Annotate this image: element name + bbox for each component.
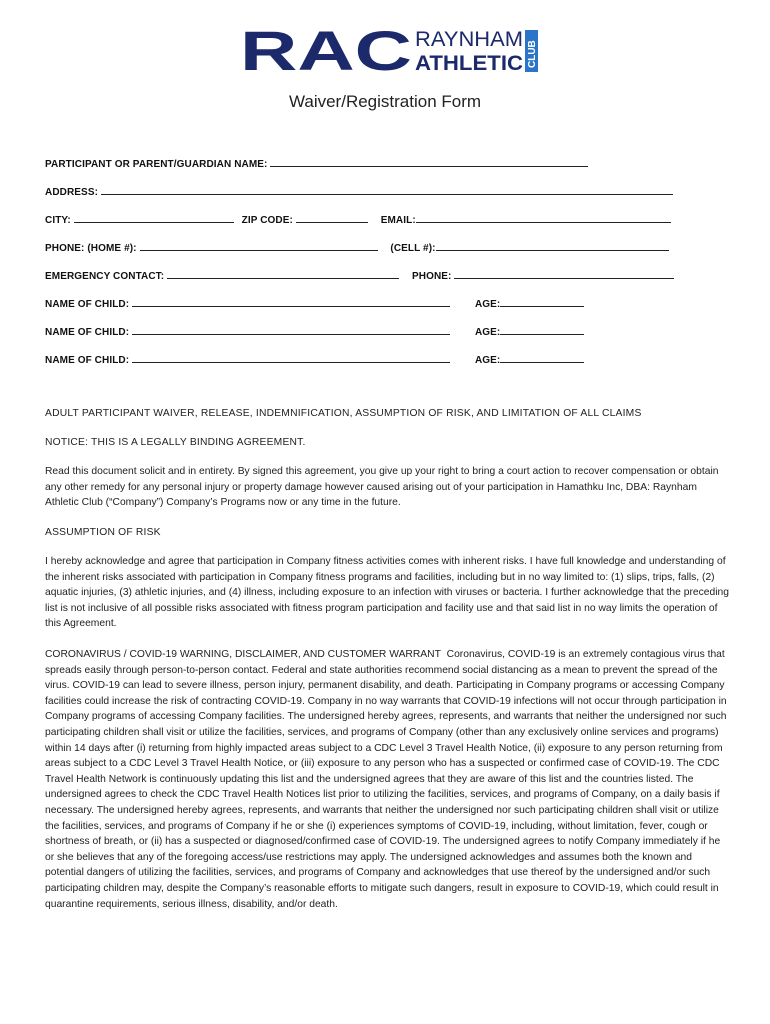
child-row-3: [45, 353, 584, 366]
emergency-phone-label: PHONE:: [412, 271, 452, 282]
logo-letters: RAC: [240, 26, 412, 76]
cell-field[interactable]: [436, 241, 669, 251]
email-field[interactable]: [416, 213, 671, 223]
city-zip-email-row: [45, 213, 671, 226]
child-name-label: NAME OF CHILD:: [45, 299, 130, 310]
child-name-field-2[interactable]: [132, 325, 450, 335]
child-age-field-2[interactable]: [500, 325, 584, 335]
phone-home-label: PHONE: (HOME #):: [45, 243, 137, 254]
city-label: CITY:: [45, 215, 71, 226]
covid-text: Coronavirus, COVID-19 is an extremely contagious virus that spreads easily through person-to-person contact. Federal and state authorities recommend social distancing as a mean to prevent the spread of the virus. COVID-19 can lead to severe illness, person injury, permanent disability, and death. Participating in Company programs or accessing Company facilities could increase the risk of contracting COVID-19. Company in no way warrants that COVID-19 infections will not occur through participation in Company programs of accessing Company facilities. The undersigned hereby agrees, represents, and warrants that neither the undersigned nor such participating children shall visit or utilize the facilities, services, and programs of Company (other than any exclusively online services and programs) within 14 days after (i) returning from highly impacted areas subject to a CDC Level 3 Travel Health Notice, (ii) exposure to any person returning from areas subject to a CDC Level 3 Travel Health Notice, or (iii) exposure to any person who has a suspected or confirmed case of COVID-19. The CDC Travel Health Network is continuously updating this list and the undersigned agrees that they are aware of this list and the countries listed. The undersigned agrees to check the CDC Travel Health Notices list prior to utilizing the facilities, services, and programs of Company, on a daily basis if necessary. The undersigned hereby agrees, represents, and warrants that neither the undersigned nor such participating children shall visit or utilize the facilities, services, and programs of Company if he or she (i) experiences symptoms of COVID-19, including, without limitation, fever, cough or shortness of breath, or (ii) has a suspected or diagnosed/confirmed case of COVID-19. The undersigned agrees to notify Company immediately if he or she believes that any of the foregoing access/use restrictions may apply. The undersigned acknowledges and assumes both the known and potential dangers of utilizing the facilities, services, and programs of Company and acknowledges that use thereof by the undersigned and/or such participating children may, despite the Company’s reasonable efforts to mitigate such dangers, result in exposure to COVID-19, which could result in quarantine requirements, serious illness, disability, and/or death.: [45, 649, 727, 910]
child-age-field-1[interactable]: [500, 297, 584, 307]
address-field[interactable]: [101, 185, 673, 195]
phone-row: [45, 241, 669, 254]
intro-paragraph: Read this document solicit and in entirety. By signed this agreement, you give up your right to bring a court action to recover compensation or obtain any other remedy for any personal injury or property damage however caused arising out of your participation in Hamathku Inc, DBA: Raynham Athletic Club (“Company”) Company’s Programs now or any time in the future.: [45, 466, 719, 509]
child-name-label: NAME OF CHILD:: [45, 355, 130, 366]
logo-side-word: CLUB: [527, 40, 538, 68]
email-label: EMAIL:: [380, 215, 416, 226]
participant-name-field[interactable]: [270, 157, 588, 167]
child-name-label: NAME OF CHILD:: [45, 327, 130, 338]
form-title: Waiver/Registration Form: [288, 92, 482, 111]
address-row: [45, 185, 673, 198]
address-label: ADDRESS:: [45, 187, 99, 198]
logo-bottom-word: ATHLETIC: [415, 52, 523, 75]
zip-label: ZIP CODE:: [241, 215, 293, 226]
participant-name-label: PARTICIPANT OR PARENT/GUARDIAN NAME:: [45, 159, 268, 170]
emergency-contact-field[interactable]: [167, 269, 399, 279]
logo-top-word: RAYNHAM: [415, 28, 523, 51]
assumption-of-risk-paragraph: I hereby acknowledge and agree that participation in Company fitness activities comes with inherent risks. I have full knowledge and understanding of the inherent risks associated with participation in Company fitness programs and facilities, including but in no way limited to: (1) slips, trips, falls, (2) aquatic injuries, (3) athletic injuries, and (4) illness, including exposure to an infection with viruses or bacteria. I further acknowledge that the preceding list is not inclusive of all possible risks associated with fitness program participation and facility use and that said list in no way limits the operation of this Agreement.: [45, 556, 729, 630]
age-label: AGE:: [474, 355, 501, 366]
child-age-field-3[interactable]: [500, 353, 584, 363]
covid-heading: CORONAVIRUS / COVID-19 WARNING, DISCLAIMER, AND CUSTOMER WARRANT: [45, 649, 441, 660]
age-label: AGE:: [474, 327, 501, 338]
emergency-phone-field[interactable]: [454, 269, 674, 279]
waiver-heading: ADULT PARTICIPANT WAIVER, RELEASE, INDEMNIFICATION, ASSUMPTION OF RISK, AND LIMITATION OF ALL CLAIMS: [45, 408, 642, 419]
city-field[interactable]: [74, 213, 234, 223]
child-row-2: [45, 325, 584, 338]
child-name-field-1[interactable]: [132, 297, 450, 307]
emergency-contact-row: [45, 269, 674, 282]
assumption-of-risk-heading: ASSUMPTION OF RISK: [45, 527, 161, 538]
covid-paragraph: [45, 647, 729, 912]
notice-line: NOTICE: THIS IS A LEGALLY BINDING AGREEMENT.: [45, 437, 306, 448]
raynham-athletic-club-logo: [240, 26, 540, 76]
phone-home-field[interactable]: [140, 241, 378, 251]
zip-field[interactable]: [296, 213, 368, 223]
emergency-contact-label: EMERGENCY CONTACT:: [45, 271, 165, 282]
age-label: AGE:: [474, 299, 501, 310]
child-row-1: [45, 297, 584, 310]
participant-name-row: [45, 157, 588, 170]
child-name-field-3[interactable]: [132, 353, 450, 363]
cell-label: (CELL #):: [390, 243, 436, 254]
